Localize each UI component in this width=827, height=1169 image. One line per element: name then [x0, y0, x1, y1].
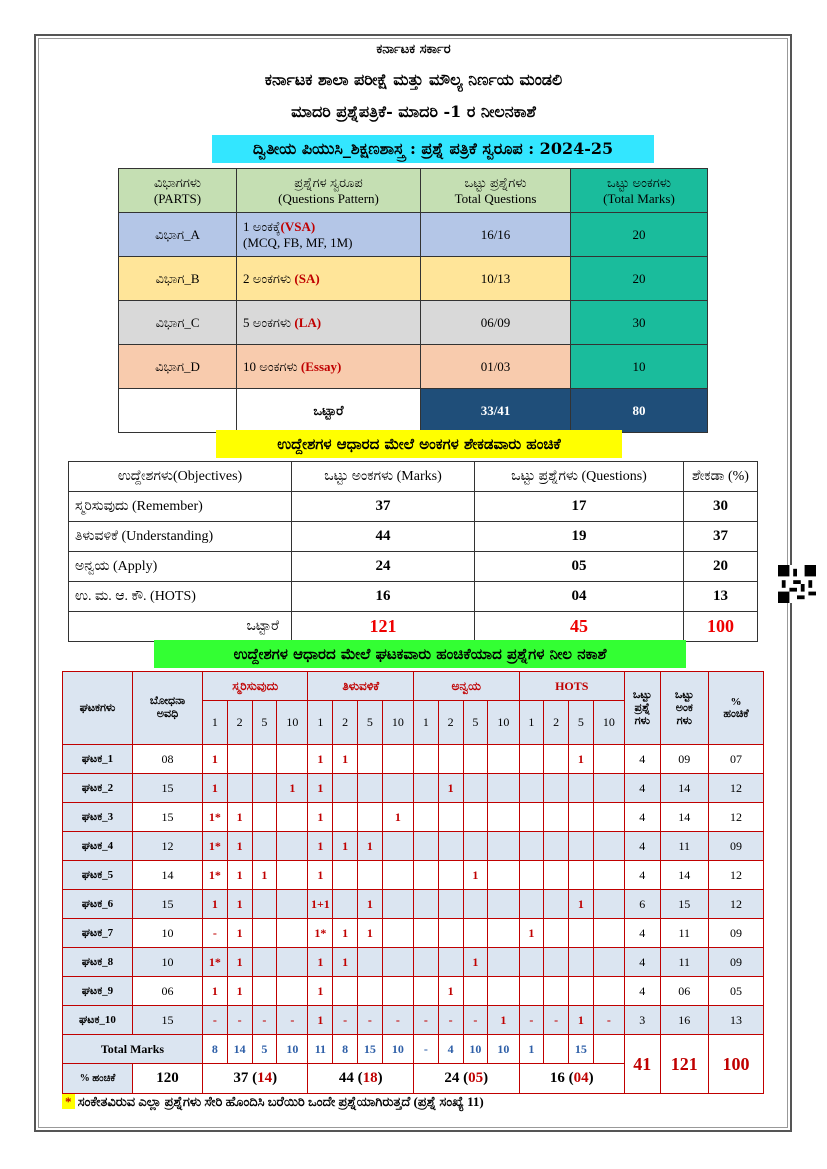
- govt-title: ಕರ್ನಾಟಕ ಸರ್ಕಾರ: [376, 42, 451, 57]
- blueprint-table: ಘಟಕಗಳು ಬೋಧನಾ ಅವಧಿ ಸ್ಮರಿಸುವುದು ತಿಳುವಳಿಕೆ ಅನ್ವಯ HOTS ಒಟ್ಟು ಪ್ರಶ್ನೆ ಗಳು ಒಟ್ಟು ಅಂಕ ಗಳು % ಹಂಚಿಕೆ 1 2 5 10 1 2 5 10 1 2 5 10 1 2 5 10 ಘಟಕ_1 08 1 1 1 1 4 09 07 ಘಟಕ_2 15 1 1 1 1 4 14 12 ಘಟಕ_3 15 1* 1 1 1 4 14 12 ಘಟಕ_4 12 1* 1 1 1 1 4 11 09 ಘಟಕ_5 14 1* 1 1 1 1 4 14 12 ಘಟಕ_6 15 1 1 1+1 1 1 6 15 12 ಘಟಕ_7 10 - 1 1* 1 1 1 4 11 09 ಘಟಕ_8 10 1* 1 1 1 1 4 11 09 ಘಟಕ_9 06 1 1 1 1 4 06 05 ಘಟಕ_10 15 - - - - 1 - - - - - - 1 - - 1 - 3 16 13 Total Marks 8 14 5 10 11 8 15 10 - 4 10 10 1 15 41 121 100 % ಹಂಚಿಕೆ 120 37 (14) 44 (18) 24 (05) 16 (04): [62, 671, 764, 1094]
- row-part-b: ವಿಭಾಗ_B 2 ಅಂಕಗಳು (SA) 10/13 20: [119, 257, 708, 301]
- qr-code-icon: [778, 565, 816, 603]
- unit-row: ಘಟಕ_2 15 1 1 1 1 4 14 12: [63, 774, 764, 803]
- footnote: * ಸಂಕೇತವಿರುವ ಎಲ್ಲಾ ಪ್ರಶ್ನೆಗಳು ಸೇರಿ ಹೊಂದಿಸಿ ಬರೆಯಿರಿ ಒಂದೇ ಪ್ರಶ್ನೆಯಾಗಿರುತ್ತದೆ (ಪ್ರಶ್ನೆ ಸಂಖ್ಯೆ 11): [62, 1094, 484, 1110]
- row-part-a: ವಿಭಾಗ_A 1 ಅಂಕಕ್ಕೆ(VSA) (MCQ, FB, MF, 1M) 16/16 20: [119, 213, 708, 257]
- unit-row: ಘಟಕ_5 14 1* 1 1 1 1 4 14 12: [63, 861, 764, 890]
- unit-row: ಘಟಕ_8 10 1* 1 1 1 1 4 11 09: [63, 948, 764, 977]
- blueprint-title: ಮಾದರಿ ಪ್ರಶ್ನೆಪತ್ರಿಕೆ- ಮಾದರಿ -1 ರ ನೀಲನಕಾಶೆ: [291, 102, 536, 121]
- objectives-band: ಉದ್ದೇಶಗಳ ಆಧಾರದ ಮೇಲೆ ಅಂಕಗಳ ಶೇಕಡವಾರು ಹಂಚಿಕೆ: [216, 430, 622, 458]
- unit-row: ಘಟಕ_10 15 - - - - 1 - - - - - - 1 - - 1 - 3 16 13: [63, 1006, 764, 1035]
- objective-row: ಸ್ಮರಿಸುವುದು (Remember) 37 17 30: [69, 492, 758, 522]
- pattern-table: [118, 168, 708, 433]
- blueprint-band: ಉದ್ದೇಶಗಳ ಆಧಾರದ ಮೇಲೆ ಘಟಕವಾರು ಹಂಚಿಕೆಯಾದ ಪ್ರಶ್ನೆಗಳ ನೀಲ ನಕಾಶೆ: [154, 640, 686, 668]
- objective-row: ಉ. ಮ. ಆ. ಕೌ. (HOTS) 16 04 13: [69, 582, 758, 612]
- objective-row: ಅನ್ವಯ (Apply) 24 05 20: [69, 552, 758, 582]
- row-total: ಒಟ್ಟಾರೆ 33/41 80: [119, 389, 708, 433]
- row-part-c: ವಿಭಾಗ_C 5 ಅಂಕಗಳು (LA) 06/09 30: [119, 301, 708, 345]
- unit-row: ಘಟಕ_1 08 1 1 1 1 4 09 07: [63, 745, 764, 774]
- objectives-total: ಒಟ್ಟಾರೆ 121 45 100: [69, 612, 758, 642]
- objectives-table: ಉದ್ದೇಶಗಳು(Objectives) ಒಟ್ಟು ಅಂಕಗಳು (Marks) ಒಟ್ಟು ಪ್ರಶ್ನೆಗಳು (Questions) ಶೇಕಡಾ (%) ಸ್ಮರಿಸುವುದು (Remember) 37 17 30 ತಿಳುವಳಿಕೆ (Understanding) 44 19 37 ಅನ್ವಯ (Apply) 24 05 20 ಉ. ಮ. ಆ. ಕೌ. (HOTS) 16 04 13 ಒಟ್ಟಾರೆ 121 45 100: [68, 461, 758, 642]
- th-total-m: ಒಟ್ಟು ಅಂಕಗಳು (Total Marks): [571, 169, 708, 213]
- row-part-d: ವಿಭಾಗ_D 10 ಅಂಕಗಳು (Essay) 01/03 10: [119, 345, 708, 389]
- board-title: ಕರ್ನಾಟಕ ಶಾಲಾ ಪರೀಕ್ಷೆ ಮತ್ತು ಮೌಲ್ಯ ನಿರ್ಣಯ ಮಂಡಲಿ: [264, 70, 563, 89]
- objective-row: ತಿಳುವಳಿಕೆ (Understanding) 44 19 37: [69, 522, 758, 552]
- unit-row: ಘಟಕ_6 15 1 1 1+1 1 1 6 15 12: [63, 890, 764, 919]
- subject-band: ದ್ವಿತೀಯ ಪಿಯುಸಿ_ಶಿಕ್ಷಣಶಾಸ್ತ್ರ : ಪ್ರಶ್ನೆ ಪತ್ರಿಕೆ ಸ್ವರೂಪ : 2024-25: [212, 135, 654, 163]
- th-total-q: ಒಟ್ಟು ಪ್ರಶ್ನೆಗಳು Total Questions: [421, 169, 571, 213]
- unit-row: ಘಟಕ_3 15 1* 1 1 1 4 14 12: [63, 803, 764, 832]
- unit-row: ಘಟಕ_4 12 1* 1 1 1 1 4 11 09: [63, 832, 764, 861]
- th-parts: ವಿಭಾಗಗಳು (PARTS): [119, 169, 237, 213]
- unit-row: ಘಟಕ_9 06 1 1 1 1 4 06 05: [63, 977, 764, 1006]
- th-pattern: ಪ್ರಶ್ನೆಗಳ ಸ್ವರೂಪ (Questions Pattern): [237, 169, 421, 213]
- unit-row: ಘಟಕ_7 10 - 1 1* 1 1 1 4 11 09: [63, 919, 764, 948]
